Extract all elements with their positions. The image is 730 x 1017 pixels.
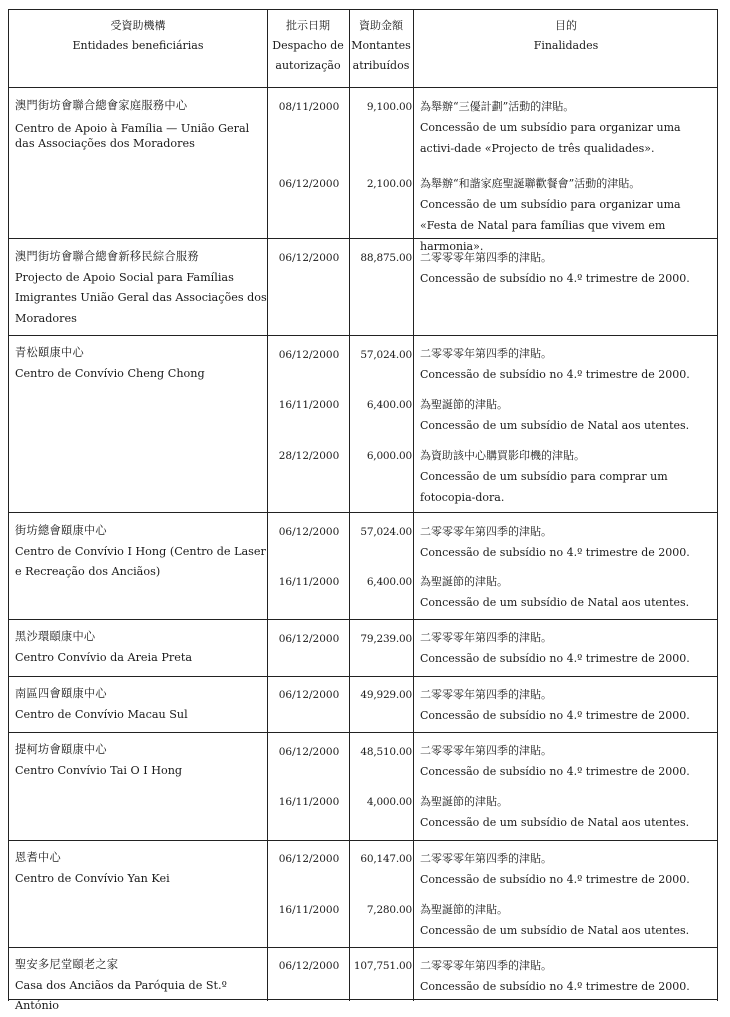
entity-name-pt: Projecto de Apoio Social para Famílias Imigrantes União Geral das Associações dos Moradores — [15, 270, 267, 325]
header-amount-pt1: Montantes — [351, 39, 411, 52]
grant-amount: 57,024.00 — [360, 349, 412, 361]
row-divider — [9, 840, 717, 841]
entity-name-zh: 澳門街坊會聯合總會家庭服務中心 — [15, 99, 188, 112]
purpose-pt: Concessão de subsídio no 4.º trimestre de 2000. — [420, 272, 690, 285]
row-divider — [9, 512, 717, 513]
grant-date: 06/12/2000 — [278, 633, 340, 645]
grant-purpose — [420, 445, 716, 508]
grant-date: 16/11/2000 — [278, 399, 340, 411]
entity-cell — [15, 848, 267, 889]
row-divider — [9, 335, 717, 336]
purpose-zh: 為聖誕節的津貼。 — [420, 398, 508, 411]
grant-amount: 6,400.00 — [366, 399, 412, 411]
grant-date: 06/12/2000 — [278, 526, 340, 538]
row-divider — [9, 619, 717, 620]
grant-date: 16/11/2000 — [278, 796, 340, 808]
purpose-pt: Concessão de um subsídio para organizar uma «Festa de Natal para famílias que vivem em harmonia». — [420, 198, 681, 253]
header-entities-pt: Entidades beneficiárias — [72, 39, 204, 52]
entity-name-zh: 提柯坊會頤康中心 — [15, 743, 107, 756]
entity-name-pt: Centro de Convívio Cheng Chong — [15, 366, 205, 380]
purpose-zh: 為聖誕節的津貼。 — [420, 575, 508, 588]
purpose-zh: 二零零零年第四季的津貼。 — [420, 347, 552, 360]
grant-date: 08/11/2000 — [278, 101, 340, 113]
header-date-pt1: Despacho de — [272, 39, 344, 52]
grant-date: 06/12/2000 — [278, 252, 340, 264]
entity-name-zh: 澳門街坊會聯合總會新移民綜合服務 — [15, 250, 199, 263]
purpose-pt: Concessão de subsídio no 4.º trimestre de 2000. — [420, 546, 690, 559]
entity-cell — [15, 247, 267, 329]
purpose-pt: Concessão de subsídio no 4.º trimestre de 2000. — [420, 709, 690, 722]
grant-purpose — [420, 848, 716, 890]
entity-name-zh: 南區四會頤康中心 — [15, 687, 107, 700]
purpose-zh: 二零零零年第四季的津貼。 — [420, 631, 552, 644]
grant-purpose — [420, 521, 716, 563]
header-amount — [349, 9, 413, 87]
header-date-zh: 批示日期 — [286, 19, 330, 32]
grant-purpose — [420, 343, 716, 385]
header-entities-zh: 受資助機構 — [110, 19, 166, 32]
purpose-zh: 為聖誕節的津貼。 — [420, 903, 508, 916]
purpose-zh: 二零零零年第四季的津貼。 — [420, 688, 552, 701]
purpose-pt: Concessão de um subsídio de Natal aos utentes. — [420, 419, 690, 432]
entity-name-pt: Centro de Convívio Yan Kei — [15, 871, 170, 885]
entity-name-pt: Casa dos Anciãos da Paróquia de St.º António — [15, 978, 227, 1012]
header-purpose-pt: Finalidades — [533, 39, 599, 52]
entity-name-pt: Centro de Apoio à Família — União Geral das Associações dos Moradores — [15, 121, 250, 150]
grant-purpose — [420, 740, 716, 782]
purpose-pt: Concessão de subsídio no 4.º trimestre de 2000. — [420, 980, 690, 993]
purpose-pt: Concessão de um subsídio para organizar uma activi-dade «Projecto de três qualidades». — [420, 121, 681, 155]
purpose-pt: Concessão de subsídio no 4.º trimestre de 2000. — [420, 873, 690, 886]
purpose-pt: Concessão de um subsídio de Natal aos utentes. — [420, 596, 690, 609]
entity-name-zh: 黑沙環頤康中心 — [15, 630, 96, 643]
grant-date: 28/12/2000 — [278, 450, 340, 462]
grant-amount: 49,929.00 — [360, 689, 412, 701]
purpose-zh: 為舉辦“和諧家庭聖誕聯歡餐會”活動的津貼。 — [420, 177, 641, 190]
grant-amount: 6,000.00 — [366, 450, 412, 462]
entity-cell — [15, 521, 267, 583]
entity-cell — [15, 627, 267, 668]
grant-purpose — [420, 684, 716, 726]
purpose-zh: 為資助該中心購買影印機的津貼。 — [420, 449, 585, 462]
entity-name-pt: Centro Convívio Tai O I Hong — [15, 763, 183, 777]
header-date — [267, 9, 349, 87]
grant-purpose — [420, 791, 716, 833]
purpose-zh: 二零零零年第四季的津貼。 — [420, 744, 552, 757]
grant-purpose — [420, 247, 716, 289]
header-date-pt2: autorização — [275, 59, 341, 72]
grant-purpose — [420, 96, 716, 159]
header-entities — [9, 9, 267, 87]
purpose-zh: 為舉辦“三優計劃”活動的津貼。 — [420, 100, 575, 113]
purpose-pt: Concessão de um subsídio para comprar um fotocopia-dora. — [420, 470, 668, 504]
grant-amount: 107,751.00 — [353, 960, 412, 972]
entity-name-pt: Centro de Convívio Macau Sul — [15, 707, 188, 721]
grant-purpose — [420, 571, 716, 613]
grant-purpose — [420, 627, 716, 669]
grant-purpose — [420, 899, 716, 941]
row-divider — [9, 947, 717, 948]
header-amount-pt2: atribuídos — [352, 59, 410, 72]
purpose-pt: Concessão de subsídio no 4.º trimestre de 2000. — [420, 652, 690, 665]
purpose-zh: 二零零零年第四季的津貼。 — [420, 959, 552, 972]
entity-name-pt: Centro Convívio da Areia Preta — [15, 650, 193, 664]
purpose-zh: 二零零零年第四季的津貼。 — [420, 251, 552, 264]
grant-date: 06/12/2000 — [278, 349, 340, 361]
header-purpose-zh: 目的 — [555, 19, 577, 32]
grant-amount: 60,147.00 — [360, 853, 412, 865]
grant-date: 06/12/2000 — [278, 178, 340, 190]
entity-name-pt: Centro de Convívio I Hong (Centro de Laser e Recreação dos Anciãos) — [15, 544, 266, 578]
entity-name-zh: 恩耆中心 — [15, 851, 61, 864]
entity-name-zh: 聖安多尼堂頤老之家 — [15, 958, 119, 971]
grant-amount: 57,024.00 — [360, 526, 412, 538]
grant-date: 06/12/2000 — [278, 746, 340, 758]
header-amount-zh: 資助金額 — [359, 19, 403, 32]
entity-cell — [15, 96, 267, 151]
grant-amount: 79,239.00 — [360, 633, 412, 645]
grant-date: 16/11/2000 — [278, 904, 340, 916]
grant-amount: 6,400.00 — [366, 576, 412, 588]
purpose-zh: 二零零零年第四季的津貼。 — [420, 852, 552, 865]
entity-cell — [15, 684, 267, 725]
column-divider — [267, 9, 268, 1001]
grant-purpose — [420, 173, 716, 257]
purpose-zh: 為聖誕節的津貼。 — [420, 795, 508, 808]
row-divider — [9, 732, 717, 733]
column-divider — [349, 9, 350, 1001]
purpose-pt: Concessão de subsídio no 4.º trimestre de 2000. — [420, 765, 690, 778]
grant-purpose — [420, 955, 716, 997]
row-divider — [9, 676, 717, 677]
entity-cell — [15, 740, 267, 781]
grant-purpose — [420, 394, 716, 436]
header-bottom-rule — [9, 87, 717, 88]
grant-date: 16/11/2000 — [278, 576, 340, 588]
grant-amount: 2,100.00 — [366, 178, 412, 190]
header-purpose — [413, 9, 719, 87]
entity-name-zh: 街坊總會頤康中心 — [15, 524, 107, 537]
grant-amount: 48,510.00 — [360, 746, 412, 758]
grant-amount: 9,100.00 — [366, 101, 412, 113]
purpose-pt: Concessão de subsídio no 4.º trimestre de 2000. — [420, 368, 690, 381]
grant-date: 06/12/2000 — [278, 853, 340, 865]
purpose-pt: Concessão de um subsídio de Natal aos utentes. — [420, 924, 690, 937]
grant-amount: 4,000.00 — [366, 796, 412, 808]
grant-date: 06/12/2000 — [278, 689, 340, 701]
grant-amount: 7,280.00 — [366, 904, 412, 916]
grant-date: 06/12/2000 — [278, 960, 340, 972]
column-divider — [413, 9, 414, 1001]
purpose-zh: 二零零零年第四季的津貼。 — [420, 525, 552, 538]
entity-cell — [15, 343, 267, 384]
grant-amount: 88,875.00 — [360, 252, 412, 264]
entity-name-zh: 青松頤康中心 — [15, 346, 84, 359]
purpose-pt: Concessão de um subsídio de Natal aos utentes. — [420, 816, 690, 829]
subsidy-table — [8, 9, 718, 1012]
entity-cell — [15, 955, 267, 1017]
